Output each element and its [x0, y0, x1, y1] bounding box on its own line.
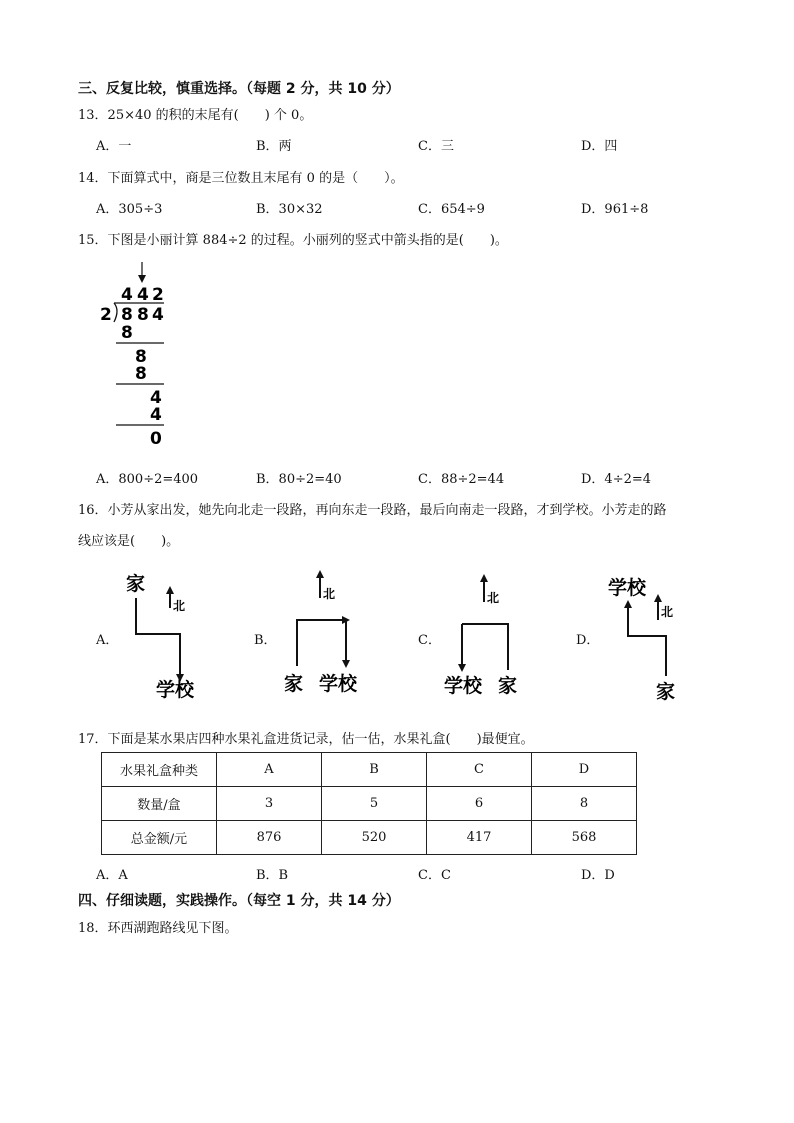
pointer-arrow-icon	[138, 275, 146, 283]
section-3-title: 三、反复比较，慎重选择。（每题 2 分，共 10 分）	[78, 81, 400, 97]
q16-option-a[interactable]: A．	[96, 633, 119, 648]
school-label: 学校	[156, 679, 195, 701]
q16-option-b[interactable]: B．	[254, 633, 277, 648]
step-digit: 0	[150, 429, 162, 449]
table-header-cell: 水果礼盒种类	[102, 753, 217, 787]
school-label: 学校	[319, 673, 358, 695]
question-17: 17．下面是某水果店四种水果礼盒进货记录，估一估，水果礼盒( )最便宜。	[78, 732, 534, 747]
table-cell: 5	[322, 787, 427, 821]
home-label: 家	[126, 573, 146, 595]
table-row	[102, 821, 637, 855]
q14-option-d[interactable]: D．961÷8	[581, 202, 649, 217]
table-header-cell: A	[217, 753, 322, 787]
q13-option-d[interactable]: D．四	[581, 139, 618, 154]
q13-option-c[interactable]: C．三	[418, 139, 454, 154]
table-row	[102, 753, 637, 787]
dividend-digit: 8	[121, 305, 133, 325]
question-14: 14．下面算式中，商是三位数且末尾有 0 的是（ ）。	[78, 171, 404, 186]
q14-option-c[interactable]: C．654÷9	[418, 202, 485, 217]
table-cell: 417	[427, 821, 532, 855]
q16-route-b[interactable]	[276, 568, 376, 703]
quotient-digit: 4	[137, 285, 149, 305]
north-label: 北	[323, 587, 336, 601]
quotient-digit: 4	[121, 285, 133, 305]
q16-option-c[interactable]: C．	[418, 633, 441, 648]
school-label: 学校	[608, 577, 647, 599]
table-cell: 6	[427, 787, 532, 821]
q14-option-b[interactable]: B．30×32	[256, 202, 323, 217]
step-digit: 8	[121, 323, 133, 343]
question-16-line-1: 16．小芳从家出发，她先向北走一段路，再向东走一段路，最后向南走一段路，才到学校。小芳走的路	[78, 503, 667, 518]
q16-option-d[interactable]: D．	[576, 633, 600, 648]
question-18: 18．环西湖跑路线见下图。	[78, 921, 238, 936]
fruit-box-table	[101, 752, 637, 855]
long-division-figure	[90, 258, 180, 453]
q13-option-b[interactable]: B．两	[256, 139, 292, 154]
table-cell: 数量/盒	[102, 787, 217, 821]
table-header-cell: B	[322, 753, 427, 787]
question-13: 13．25×40 的积的末尾有( ) 个 0。	[78, 108, 313, 123]
table-cell: 3	[217, 787, 322, 821]
division-bracket	[114, 303, 117, 322]
table-row	[102, 787, 637, 821]
q17-option-a[interactable]: A．A	[96, 868, 128, 883]
q15-option-d[interactable]: D．4÷2=4	[581, 472, 652, 487]
quotient-digit: 2	[152, 285, 164, 305]
table-cell: 520	[322, 821, 427, 855]
q17-option-c[interactable]: C．C	[418, 868, 451, 883]
step-digit: 8	[135, 364, 147, 384]
step-digit: 8	[135, 347, 147, 367]
question-15: 15．下图是小丽计算 884÷2 的过程。小丽列的竖式中箭头指的是( )。	[78, 233, 508, 248]
q17-option-d[interactable]: D．D	[581, 868, 615, 883]
dividend-digit: 4	[152, 305, 164, 325]
q16-route-c[interactable]	[440, 568, 540, 703]
q14-option-a[interactable]: A．305÷3	[96, 202, 163, 217]
table-header-cell: C	[427, 753, 532, 787]
dividend-digit: 8	[137, 305, 149, 325]
home-label: 家	[284, 673, 304, 695]
home-label: 家	[498, 675, 518, 697]
school-label: 学校	[444, 675, 483, 697]
divisor: 2	[100, 305, 112, 325]
q15-option-b[interactable]: B．80÷2=40	[256, 472, 342, 487]
table-cell: 876	[217, 821, 322, 855]
q15-option-a[interactable]: A．800÷2=400	[96, 472, 199, 487]
north-label: 北	[487, 591, 500, 605]
table-cell: 总金额/元	[102, 821, 217, 855]
table-header-cell: D	[532, 753, 637, 787]
home-label: 家	[656, 681, 676, 703]
table-cell: 568	[532, 821, 637, 855]
q16-route-a[interactable]	[118, 568, 218, 703]
step-digit: 4	[150, 388, 162, 408]
section-4-title: 四、仔细读题，实践操作。（每空 1 分，共 14 分）	[78, 893, 400, 909]
north-label: 北	[661, 605, 674, 619]
question-16-line-2: 线应该是( )。	[78, 534, 180, 549]
q16-route-d[interactable]	[600, 568, 700, 703]
table-cell: 8	[532, 787, 637, 821]
q17-option-b[interactable]: B．B	[256, 868, 289, 883]
north-label: 北	[173, 599, 186, 613]
q15-option-c[interactable]: C．88÷2=44	[418, 472, 505, 487]
q13-option-a[interactable]: A．一	[96, 139, 132, 154]
step-digit: 4	[150, 405, 162, 425]
